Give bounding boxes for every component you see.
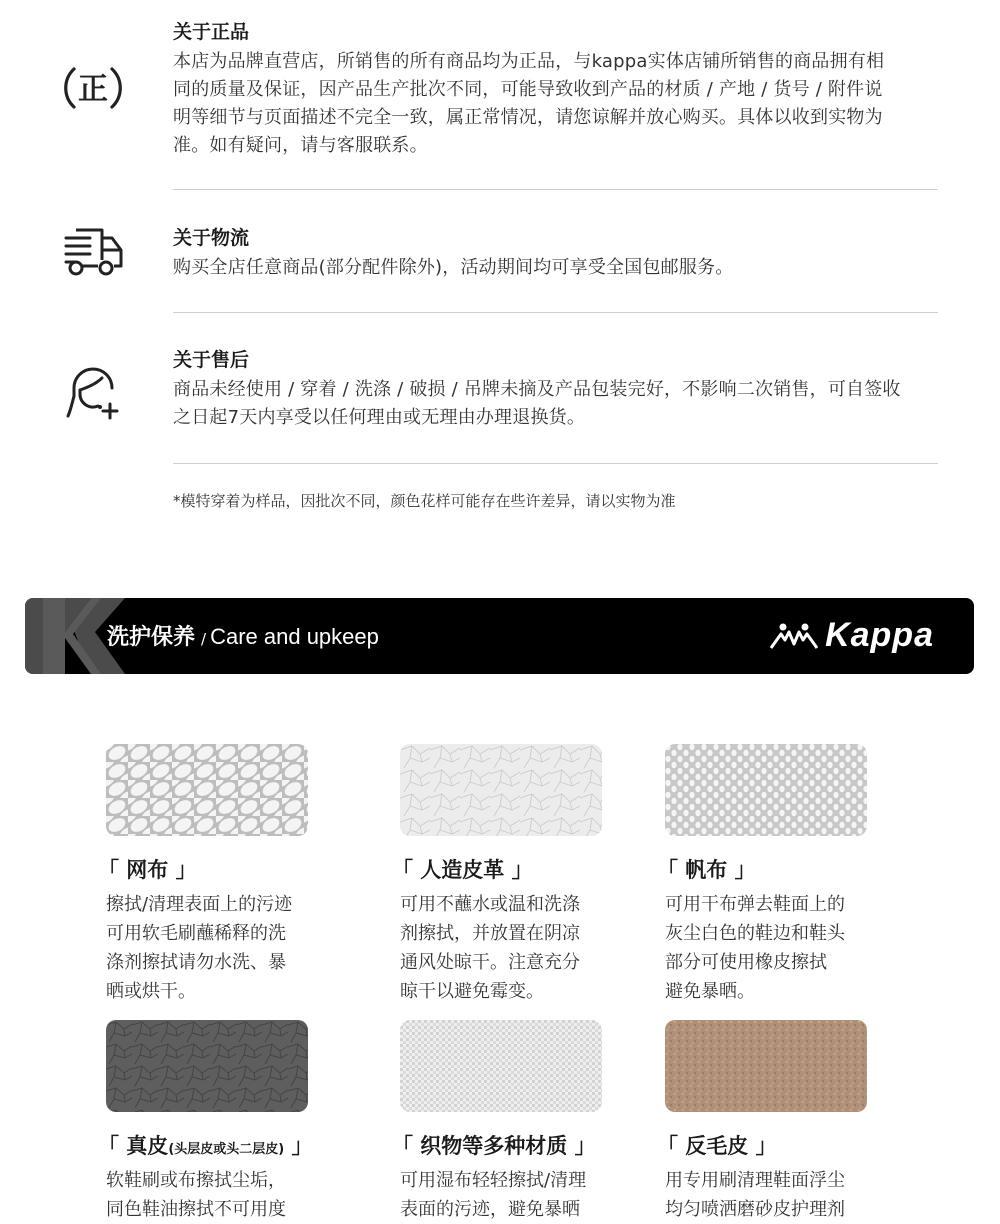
card-title-end: 」 (284, 1134, 313, 1158)
care-card-genuine-leather (98, 1020, 336, 1224)
section-line: 准。如有疑问，请与客服联系。 (173, 135, 428, 156)
authentic-icon (60, 55, 126, 121)
card-title: 「 帆布 」 (657, 858, 756, 882)
section-title: 关于售后 (173, 349, 250, 371)
section-line: 同的质量及保证，因产品生产批次不同，可能导致收到产品的材质 / 产地 / 货号 / 附件说 (173, 79, 883, 100)
truck-icon (60, 222, 126, 288)
section-line: 购买全店任意商品(部分配件除外)，活动期间均可享受全国包邮服务。 (173, 257, 734, 278)
care-card-suede (657, 1020, 895, 1224)
divider (173, 189, 938, 190)
kappa-omini-icon (769, 622, 819, 650)
care-card-canvas (657, 744, 895, 1006)
card-desc: 软鞋刷或布擦拭尘垢， 同色鞋油擦拭不可用度 (106, 1170, 286, 1220)
kappa-logo (769, 616, 934, 655)
card-title (98, 1130, 336, 1160)
section-line: 商品未经使用 / 穿着 / 洗涤 / 破损 / 吊牌未摘及产品包装完好，不影响二次销售，可自签收 (173, 379, 901, 400)
model-note: *模特穿着为样品，因批次不同，颜色花样可能存在些许差异，请以实物为准 (173, 492, 676, 510)
card-desc: 擦拭/清理表面上的污迹 可用软毛刷蘸稀释的洗 涤剂擦拭请勿水洗、暴 晒或烘干。 (106, 894, 293, 1002)
fabric-swatch (400, 1020, 602, 1112)
card-title: 「 反毛皮 」 (657, 1134, 777, 1158)
customer-service-icon (60, 360, 126, 426)
banner-separator: / (201, 630, 207, 648)
genuine-leather-swatch (106, 1020, 308, 1112)
banner-title-en: Care and upkeep (210, 624, 379, 649)
canvas-swatch (665, 744, 867, 836)
suede-swatch (665, 1020, 867, 1112)
mesh-swatch (106, 744, 308, 836)
banner-title (107, 620, 379, 651)
card-subtitle: (头层皮或头二层皮) (168, 1142, 285, 1157)
card-title: 「 织物等多种材质 」 (392, 1134, 596, 1158)
divider (173, 463, 938, 464)
synthetic-leather-swatch (400, 744, 602, 836)
divider (173, 312, 938, 313)
care-card-mesh (98, 744, 336, 1006)
care-banner (25, 598, 974, 674)
svg-text:正: 正 (78, 72, 108, 107)
card-title: 「 网布 」 (98, 858, 197, 882)
section-line: 明等细节与页面描述不完全一致，属正常情况，请您谅解并放心购买。具体以收到实物为 (173, 107, 883, 128)
card-title: 「 人造皮革 」 (392, 858, 533, 882)
banner-title-cn: 洗护保养 (107, 625, 196, 650)
brand-name: Kappa (825, 616, 934, 654)
care-card-synthetic-leather (392, 744, 630, 1006)
card-title-main: 「 真皮 (98, 1134, 169, 1158)
care-card-fabric (392, 1020, 630, 1224)
section-line: 之日起7天内享受以任何理由或无理由办理退换货。 (173, 407, 586, 428)
section-line: 本店为品牌直营店，所销售的所有商品均为正品，与kappa实体店铺所销售的商品拥有相 (173, 51, 885, 72)
card-desc: 用专用刷清理鞋面浮尘 均匀喷洒磨砂皮护理剂 (665, 1170, 845, 1220)
card-desc: 可用湿布轻轻擦拭/清理 表面的污迹，避免暴晒 (400, 1170, 587, 1220)
card-desc: 可用不蘸水或温和洗涤 剂擦拭，并放置在阴凉 通风处晾干。注意充分 晾干以避免霉变。 (400, 894, 580, 1002)
section-title: 关于物流 (173, 227, 250, 249)
card-desc: 可用干布弹去鞋面上的 灰尘白色的鞋边和鞋头 部分可使用橡皮擦拭 避免暴晒。 (665, 894, 845, 1002)
section-title: 关于正品 (173, 21, 250, 43)
